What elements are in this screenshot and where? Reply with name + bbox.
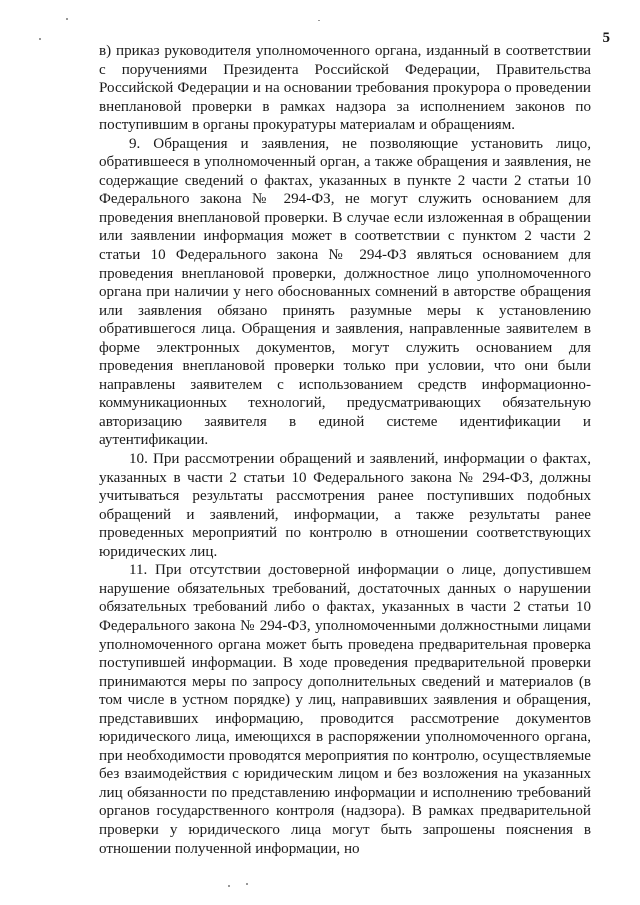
document-body: [99, 42, 591, 858]
scan-speck: [39, 38, 41, 40]
page-number: 5: [602, 30, 610, 46]
paragraph-order-c: в) приказ руководителя уполномоченного органа, изданный в соответствии с поручениями Президента Российской Федерации, Правительства Российской Федерации и на основании требования прокурора о проведении внеплановой проверки в рамках надзора за исполнением законов по поступившим в органы прокуратуры материалам и обращениям.: [99, 43, 591, 134]
paragraph-9: 9. Обращения и заявления, не позволяющие установить лицо, обратившееся в уполномоченный орган, а также обращения и заявления, не содержащие сведений о фактах, указанных в пункте 2 части 2 статьи 10 Федерального закона № 294-ФЗ, не могут служить основанием для проведения внеплановой проверки. В случае если изложенная в обращении или заявлении информация может в соответствии с пунктом 2 части 2 статьи 10 Федерального закона № 294-ФЗ являться основанием для проведения внеплановой проверки, должностное лицо уполномоченного органа при наличии у него обоснованных сомнений в авторстве обращения или заявления обязано принять разумные меры к установлению обратившегося лица. Обращения и заявления, направленные заявителем в форме электронных документов, могут служить основанием для проведения внеплановой проверки только при условии, что они были направлены заявителем с использованием средств информационно-коммуникационных технологий, предусматривающих обязательную авторизацию заявителя в единой системе идентификации и аутентификации.: [99, 135, 591, 449]
scan-speck: [66, 18, 68, 20]
scan-speck: [246, 883, 248, 885]
scan-speck: [228, 885, 230, 887]
paragraph-10: 10. При рассмотрении обращений и заявлений, информации о фактах, указанных в части 2 статьи 10 Федерального закона № 294-ФЗ, должны учитываться результаты рассмотрения ранее поступивших подобных обращений и заявлений, информации, а также результаты ранее проведенных мероприятий по контролю в отношении соответствующих юридических лиц.: [99, 451, 591, 560]
paragraph-11: 11. При отсутствии достоверной информации о лице, допустившем нарушение обязательных требований, достаточных данных о нарушении обязательных требований либо о фактах, указанных в части 2 статьи 10 Федерального закона № 294-ФЗ, уполномоченными должностными лицами уполномоченного органа может быть проведена предварительная проверка поступившей информации. В ходе проведения предварительной проверки принимаются меры по запросу дополнительных сведений и материалов (в том числе в устном порядке) у лиц, направивших заявления и обращения, представивших информацию, проводится рассмотрение документов юридического лица, имеющихся в распоряжении уполномоченного органа, при необходимости проводятся мероприятия по контролю, осуществляемые без взаимодействия с юридическим лицом и без возложения на указанных лиц обязанности по представлению информации и исполнению требований органов государственного контроля (надзора). В рамках предварительной проверки у юридического лица могут быть запрошены пояснения в отношении полученной информации, но: [99, 562, 591, 857]
scan-speck: [318, 20, 320, 21]
